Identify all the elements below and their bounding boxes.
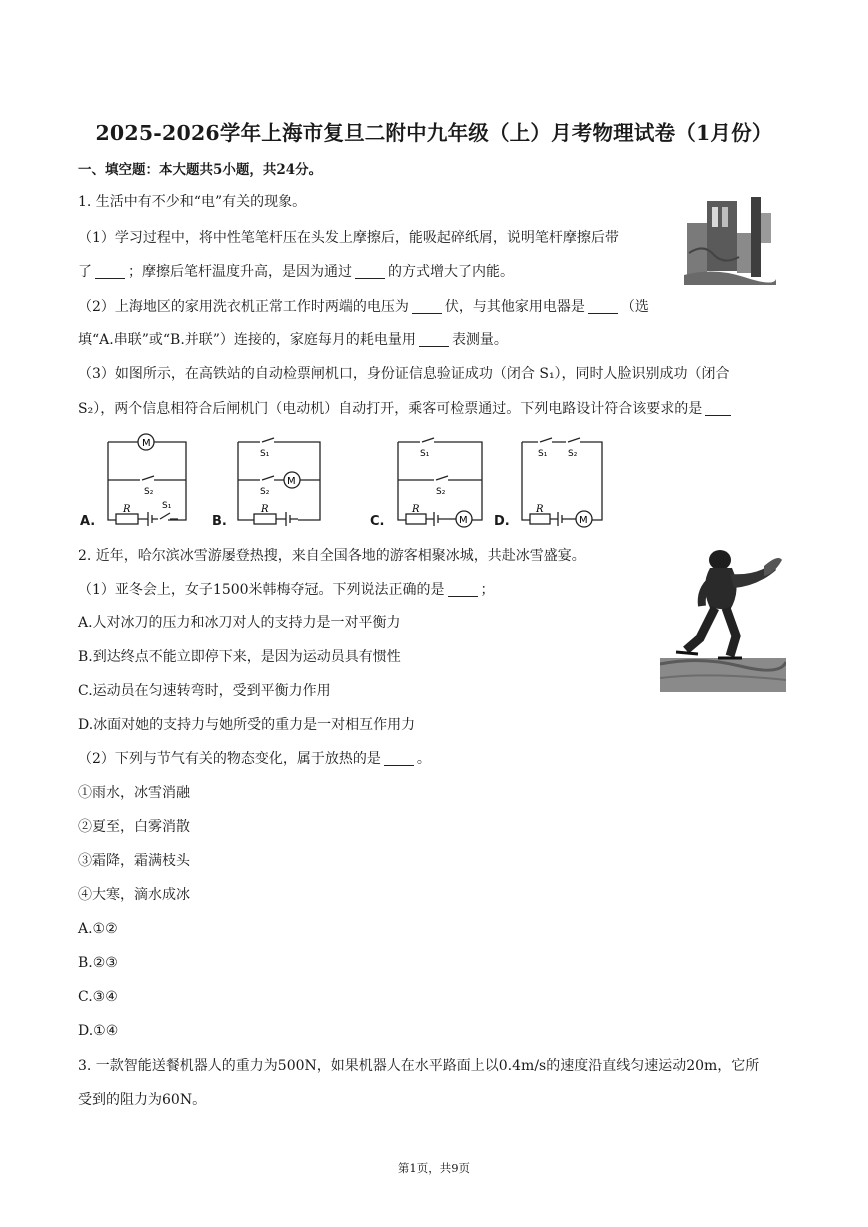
q2-stem: 2. 近年，哈尔滨冰雪游屡登热搜，来自全国各地的游客相聚冰城，共赴冰雪盛宴。 <box>78 548 586 564</box>
speed-skater-image <box>660 546 786 692</box>
q2-choice-d: D.①④ <box>78 1023 119 1039</box>
q2-option-a: A.人对冰刀的压力和冰刀对人的支持力是一对平衡力 <box>78 615 401 631</box>
q2-part1: （1）亚冬会上，女子1500米韩梅夺冠。下列说法正确的是 ； <box>78 582 495 598</box>
q1-part1-line2: 了 ；摩擦后笔杆温度升高，是因为通过 的方式增大了内能。 <box>78 264 514 280</box>
circuit-c-diagram <box>394 430 499 530</box>
switch-label: S₁ <box>260 449 270 459</box>
q1-part3-line1: （3）如图所示，在高铁站的自动检票闸机口，身份证信息验证成功（闭合 S₁），同时人脸识别成功（闭合 <box>78 366 730 382</box>
q2-item-1: ①雨水，冰雪消融 <box>78 785 190 801</box>
q1-part2-line2: 填“A.串联”或“B.并联”）连接的，家庭每月的耗电量用 表测量。 <box>78 332 508 348</box>
switch-label: S₁ <box>538 449 548 459</box>
q2-choice-b: B.②③ <box>78 955 118 971</box>
q3-line2: 受到的阻力为60N。 <box>78 1092 207 1108</box>
switch-label: S₁ <box>420 449 430 459</box>
resistor-label: R <box>123 504 131 515</box>
q2-item-3: ③霜降，霜满枝头 <box>78 853 190 869</box>
answer-blank <box>384 751 414 766</box>
switch-label: S₂ <box>144 487 154 497</box>
q2-option-c: C.运动员在匀速转弯时，受到平衡力作用 <box>78 683 331 699</box>
circuit-d-diagram <box>516 430 616 530</box>
q1-stem: 1. 生活中有不少和“电”有关的现象。 <box>78 194 307 210</box>
option-a-label: A. <box>80 514 96 529</box>
answer-blank <box>412 299 442 314</box>
page-title: 2025-2026学年上海市复旦二附中九年级（上）月考物理试卷（1月份） <box>95 121 773 145</box>
q1-part3-line2: S₂），两个信息相符合后闸机门（电动机）自动打开，乘客可检票通过。下列电路设计符合该要求的是 <box>78 399 734 419</box>
motor-label: M <box>579 515 588 526</box>
resistor-label: R <box>536 504 544 515</box>
q2-part2: （2）下列与节气有关的物态变化，属于放热的是 。 <box>78 751 431 767</box>
motor-label: M <box>459 515 468 526</box>
q2-item-2: ②夏至，白雾消散 <box>78 819 190 835</box>
switch-label: S₁ <box>162 501 172 511</box>
option-d-label: D. <box>494 514 510 529</box>
q2-option-d: D.冰面对她的支持力与她所受的重力是一对相互作用力 <box>78 717 416 733</box>
resistor-label: R <box>412 504 420 515</box>
motor-label: M <box>142 438 151 449</box>
switch-label: S₂ <box>568 449 578 459</box>
answer-blank <box>355 264 385 279</box>
q2-choice-c: C.③④ <box>78 989 118 1005</box>
ticket-gate-image <box>684 193 776 285</box>
option-c-label: C. <box>370 514 385 529</box>
answer-blank <box>588 299 618 314</box>
answer-blank <box>95 264 125 279</box>
circuit-a-diagram <box>78 430 198 530</box>
circuit-b-diagram <box>232 430 342 530</box>
section-heading: 一、填空题：本大题共5小题，共24分。 <box>78 162 323 178</box>
q2-item-4: ④大寒，滴水成冰 <box>78 887 190 903</box>
switch-label: S₂ <box>436 487 446 497</box>
q2-option-b: B.到达终点不能立即停下来，是因为运动员具有惯性 <box>78 649 401 665</box>
answer-blank <box>448 582 478 597</box>
q3-line1: 3. 一款智能送餐机器人的重力为500N，如果机器人在水平路面上以0.4m/s的速度沿直线匀速运动20m，它所 <box>78 1058 760 1074</box>
answer-blank <box>419 332 449 347</box>
page-footer: 第1页，共9页 <box>397 1161 471 1175</box>
motor-label: M <box>287 476 296 487</box>
switch-label: S₂ <box>260 487 270 497</box>
q1-part1-line1: （1）学习过程中，将中性笔笔杆压在头发上摩擦后，能吸起碎纸屑，说明笔杆摩擦后带 <box>78 230 619 246</box>
q1-part2-line1: （2）上海地区的家用洗衣机正常工作时两端的电压为 伏，与其他家用电器是 （选 <box>78 299 649 315</box>
option-b-label: B. <box>212 514 227 529</box>
resistor-label: R <box>261 504 269 515</box>
q2-choice-a: A.①② <box>78 921 118 937</box>
answer-blank <box>705 401 731 416</box>
